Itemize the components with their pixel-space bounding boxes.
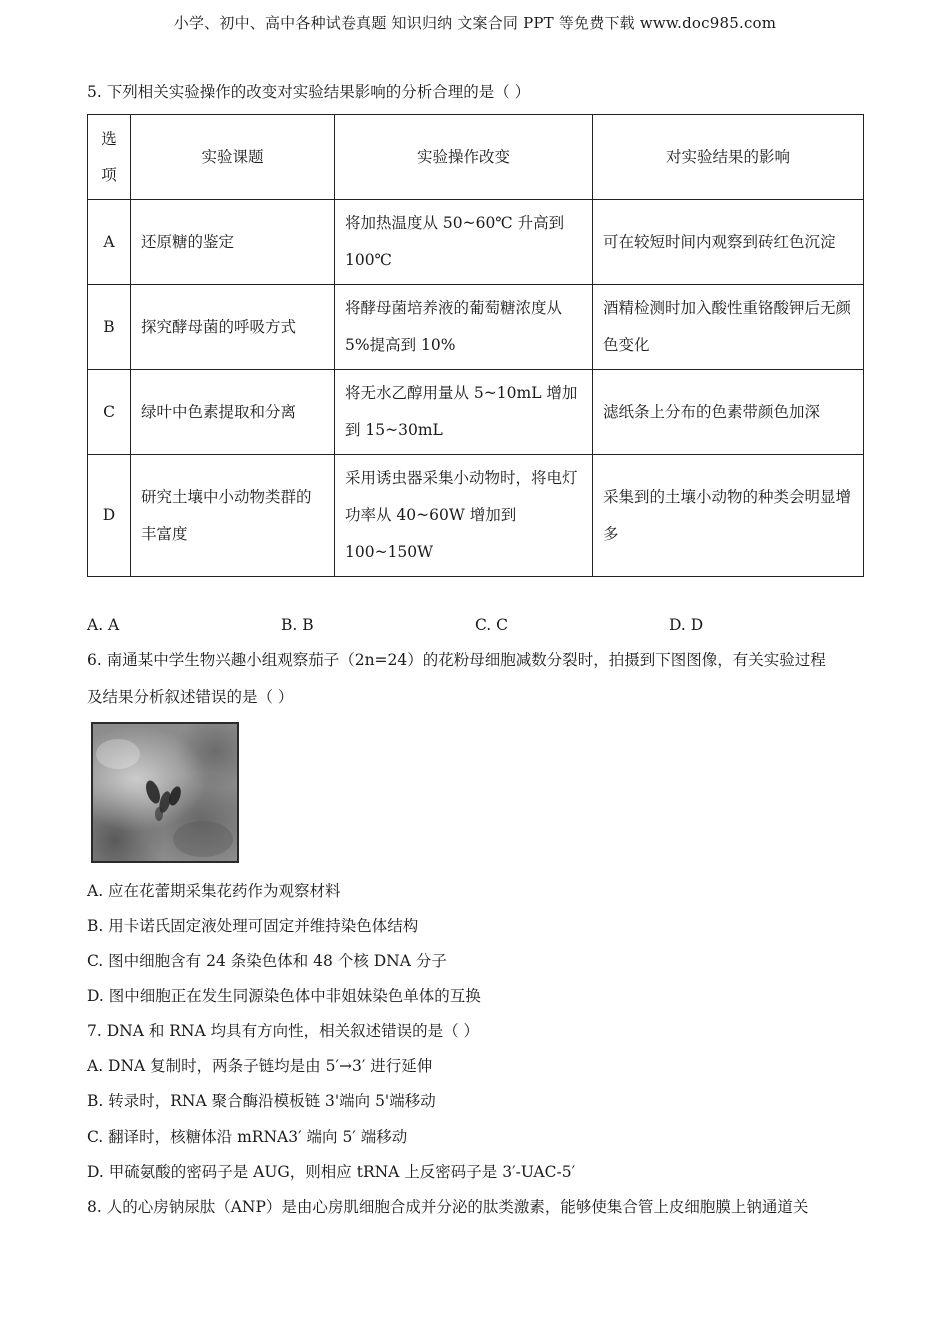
row-topic: 还原糖的鉴定 <box>131 200 335 285</box>
row-option: D <box>88 455 131 577</box>
q7-option-c[interactable]: C. 翻译时，核糖体沿 mRNA3′ 端向 5′ 端移动 <box>87 1128 408 1146</box>
q7-option-b[interactable]: B. 转录时，RNA 聚合酶沿模板链 3'端向 5'端移动 <box>87 1092 436 1110</box>
choice-b[interactable]: B. B <box>281 616 314 634</box>
row-effect: 可在较短时间内观察到砖红色沉淀 <box>593 200 864 285</box>
q7-option-a[interactable]: A. DNA 复制时，两条子链均是由 5′→3′ 进行延伸 <box>87 1057 433 1075</box>
micrograph-image <box>91 722 239 863</box>
q6-option-c[interactable]: C. 图中细胞含有 24 条染色体和 48 个核 DNA 分子 <box>87 952 447 970</box>
header-option-line: 选 <box>101 130 117 148</box>
table-row <box>88 455 864 577</box>
header-topic: 实验课题 <box>131 115 335 200</box>
header-option <box>88 115 131 200</box>
question-5-stem: 5. 下列相关实验操作的改变对实验结果影响的分析合理的是（ ） <box>87 83 531 101</box>
question-8-stem: 8. 人的心房钠尿肽（ANP）是由心房肌细胞合成并分泌的肽类激素，能够使集合管上皮细胞膜上钠通道关 <box>87 1198 809 1216</box>
header-effect: 对实验结果的影响 <box>593 115 864 200</box>
row-change: 将无水乙醇用量从 5~10mL 增加到 15~30mL <box>335 370 593 455</box>
q6-option-b[interactable]: B. 用卡诺氏固定液处理可固定并维持染色体结构 <box>87 917 419 935</box>
row-option: C <box>88 370 131 455</box>
row-change: 采用诱虫器采集小动物时，将电灯功率从 40~60W 增加到 100~150W <box>335 455 593 577</box>
q7-option-d[interactable]: D. 甲硫氨酸的密码子是 AUG，则相应 tRNA 上反密码子是 3′-UAC-5′ <box>87 1163 576 1181</box>
row-topic: 绿叶中色素提取和分离 <box>131 370 335 455</box>
chromosome-figure <box>93 724 237 861</box>
choice-a[interactable]: A. A <box>87 616 120 634</box>
table-row <box>88 200 864 285</box>
choice-c[interactable]: C. C <box>475 616 509 634</box>
row-option: A <box>88 200 131 285</box>
question-7-stem: 7. DNA 和 RNA 均具有方向性，相关叙述错误的是（ ） <box>87 1022 480 1040</box>
row-option: B <box>88 285 131 370</box>
row-topic: 探究酵母菌的呼吸方式 <box>131 285 335 370</box>
page-header: 小学、初中、高中各种试卷真题 知识归纳 文案合同 PPT 等免费下载 www.doc985.com <box>173 14 777 32</box>
row-topic: 研究土壤中小动物类群的丰富度 <box>131 455 335 577</box>
q6-option-a[interactable]: A. 应在花蕾期采集花药作为观察材料 <box>87 882 341 900</box>
header-option-line: 项 <box>101 166 117 184</box>
header-change: 实验操作改变 <box>335 115 593 200</box>
table-row <box>88 370 864 455</box>
table-header-row <box>88 115 864 200</box>
row-effect: 采集到的土壤小动物的种类会明显增多 <box>593 455 864 577</box>
experiment-table <box>87 114 864 577</box>
q6-option-d[interactable]: D. 图中细胞正在发生同源染色体中非姐妹染色单体的互换 <box>87 987 481 1005</box>
choice-d[interactable]: D. D <box>669 616 704 634</box>
question-6-stem-line1: 6. 南通某中学生物兴趣小组观察茄子（2n=24）的花粉母细胞减数分裂时，拍摄到下图图像，有关实验过程 <box>87 651 826 669</box>
question-6-stem-line2: 及结果分析叙述错误的是（ ） <box>87 688 294 706</box>
row-change: 将加热温度从 50~60℃ 升高到 100℃ <box>335 200 593 285</box>
row-effect: 滤纸条上分布的色素带颜色加深 <box>593 370 864 455</box>
table-row <box>88 285 864 370</box>
row-effect: 酒精检测时加入酸性重铬酸钾后无颜色变化 <box>593 285 864 370</box>
row-change: 将酵母菌培养液的葡萄糖浓度从 5%提高到 10% <box>335 285 593 370</box>
